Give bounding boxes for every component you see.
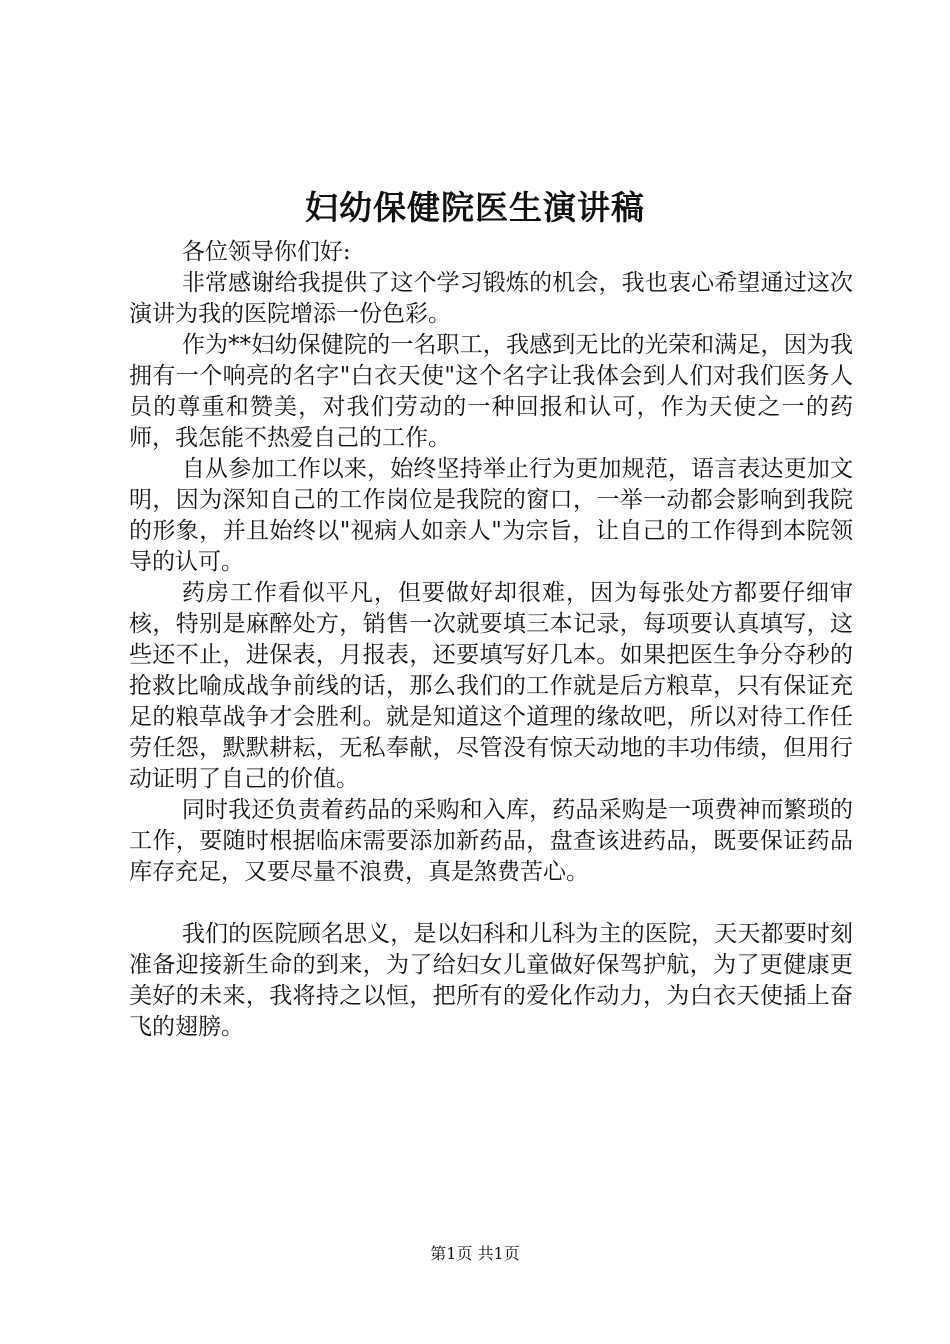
greeting-paragraph: 各位领导你们好: — [181, 239, 351, 265]
document-body — [129, 237, 853, 1043]
body-paragraph: 自从参加工作以来，始终坚持举止行为更加规范，语言表达更加文明，因为深知自己的工作岗位是我院的窗口，一举一动都会影响到我院的形象，并且始终以"视病人如亲人"为宗旨，让自己的工作得到本院领导的认可。 — [129, 456, 853, 575]
body-paragraph: 药房工作看似平凡，但要做好却很难，因为每张处方都要仔细审核，特别是麻醉处方，销售一次就要填三本记录，每项要认真填写，这些还不止，进保表，月报表，还要填写好几本。如果把医生争分夺秒的抢救比喻成战争前线的话，那么我们的工作就是后方粮草，只有保证充足的粮草战争才会胜利。就是知道这个道理的缘故吧，所以对待工作任劳任怨，默默耕耘，无私奉献，尽管没有惊天动地的丰功伟绩，但用行动证明了自己的价值。 — [129, 580, 853, 792]
body-paragraph: 作为**妇幼保健院的一名职工，我感到无比的光荣和满足，因为我拥有一个响亮的名字"白衣天使"这个名字让我体会到人们对我们医务人员的尊重和赞美，对我们劳动的一种回报和认可，作为天使之一的药师，我怎能不热爱自己的工作。 — [129, 332, 853, 451]
closing-paragraph: 我们的医院顾名思义，是以妇科和儿科为主的医院，天天都要时刻准备迎接新生命的到来，为了给妇女儿童做好保驾护航，为了更健康更美好的未来，我将持之以恒，把所有的爱化作动力，为白衣天使插上奋飞的翅膀。 — [129, 921, 853, 1040]
body-paragraph: 非常感谢给我提供了这个学习锻炼的机会，我也衷心希望通过这次演讲为我的医院增添一份色彩。 — [129, 270, 853, 327]
page-title: 妇幼保健院医生演讲稿 — [305, 188, 645, 227]
page-number-footer: 第1页 共1页 — [430, 1244, 520, 1263]
body-paragraph: 同时我还负责着药品的采购和入库，药品采购是一项费神而繁琐的工作，要随时根据临床需要添加新药品，盘查该进药品，既要保证药品库存充足，又要尽量不浪费，真是煞费苦心。 — [129, 797, 853, 885]
